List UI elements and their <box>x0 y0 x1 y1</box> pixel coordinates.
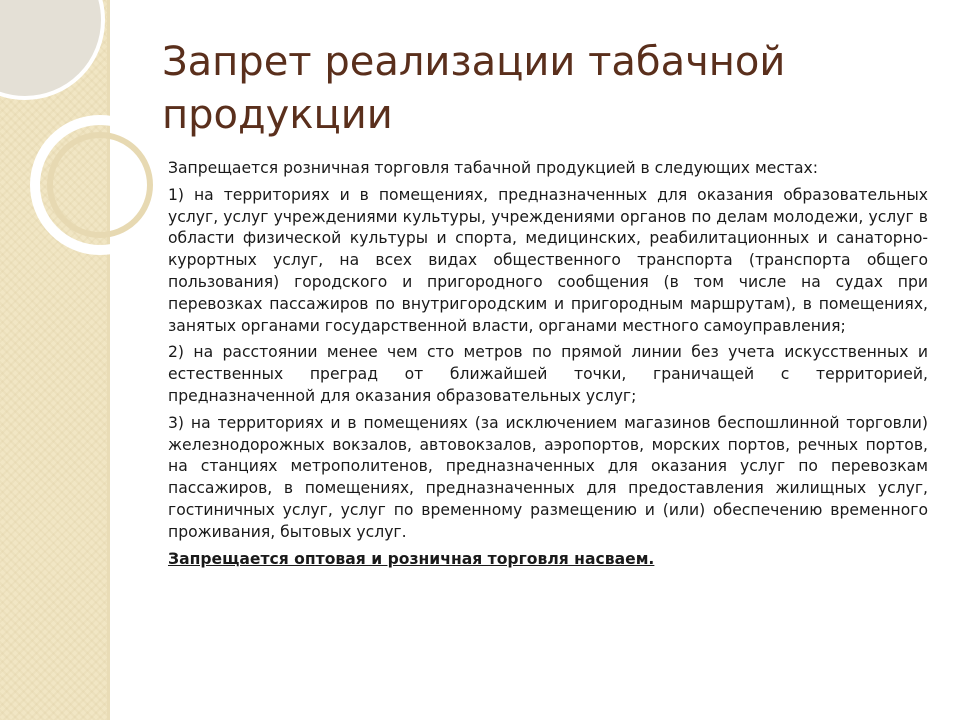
decor-ring-inner <box>50 135 150 235</box>
decor-circle-top <box>0 0 103 98</box>
slide-body <box>168 158 928 575</box>
final-statement: Запрещается оптовая и розничная торговля насваем. <box>168 549 655 568</box>
decor-ring-outer <box>35 120 160 250</box>
intro-text: Запрещается розничная торговля табачной продукцией в следующих местах: <box>168 159 819 177</box>
list-item-3: 3) на территориях и в помещениях (за исключением магазинов беспошлинной торговли) железнодорожных вокзалов, автовокзалов, аэропортов, морских портов, речных портов, на станциях метрополитенов, предназначенных для оказания услуг по перевозкам пассажиров, в помещениях, предназначенных для предоставления жилищных услуг, гостиничных услуг, услуг по временному размещению и (или) обеспечению временного проживания, бытовых услуг. <box>168 413 928 541</box>
decorative-circles <box>0 0 160 260</box>
list-item-2: 2) на расстоянии менее чем сто метров по прямой линии без учета искусственных и естественных преград от ближайшей точки, граничащей с территорией, предназначенной для оказания образовательных услуг; <box>168 343 928 405</box>
list-item-1: 1) на территориях и в помещениях, предназначенных для оказания образовательных услуг, услуг учреждениями культуры, учреждениями органов по делам молодежи, услуг в области физической культуры и спорта, медицинских, реабилитационных и санаторно-курортных услуг, на всех видах общественного транспорта (транспорта общего пользования) городского и пригородного сообщения (в том числе на судах при перевозках пассажиров по внутригородским и пригородным маршрутам), в помещениях, занятых органами государственной власти, органами местного самоуправления; <box>168 185 928 335</box>
slide-title: Запрет реализации табачной продукции <box>162 39 786 138</box>
